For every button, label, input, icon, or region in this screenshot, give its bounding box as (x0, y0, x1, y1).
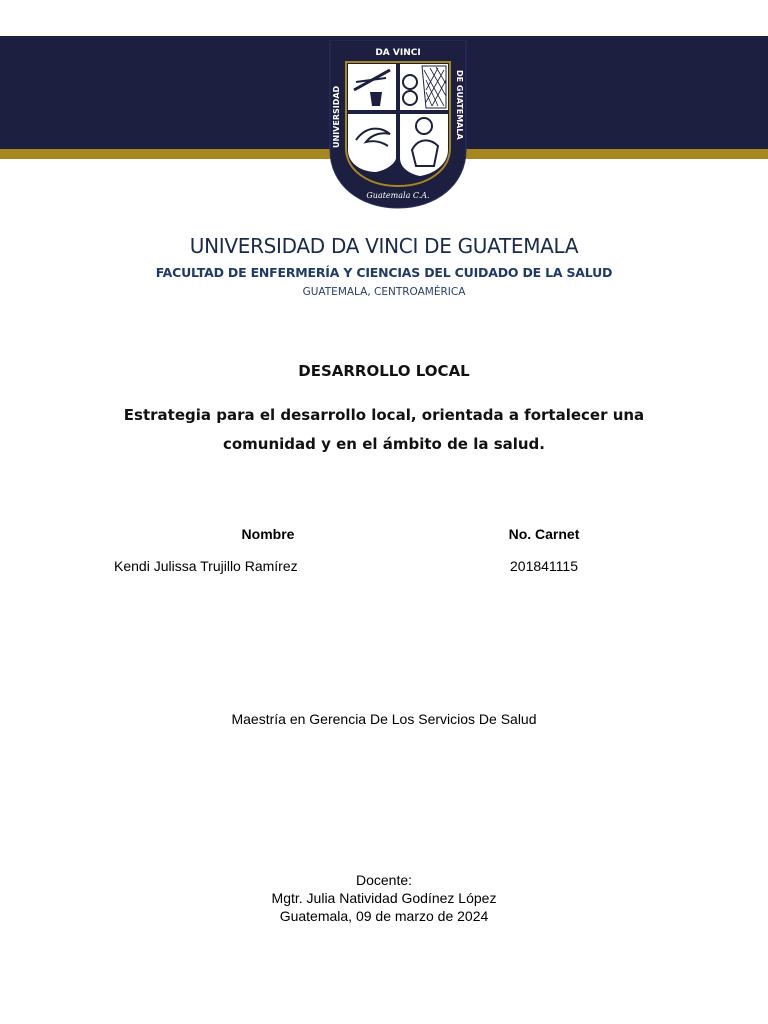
seal-right-text: DE GUATEMALA (455, 70, 464, 140)
faculty-name: FACULTAD DE ENFERMERÍA Y CIENCIAS DEL CUIDADO DE LA SALUD (155, 265, 613, 280)
stars-icon (348, 64, 396, 110)
teacher-block (0, 871, 768, 925)
column-header-name: Nombre (241, 526, 295, 542)
location-text: GUATEMALA, CENTROAMÉRICA (302, 286, 466, 298)
document-subtitle: Estrategia para el desarrollo local, orientada a fortalecer una comunidad y en el ámbito de la salud. (123, 406, 645, 453)
program-name: Maestría en Gerencia De Los Servicios De Salud (231, 711, 537, 727)
teacher-name: Mgtr. Julia Natividad Godínez López (271, 890, 497, 906)
teacher-label: Docente: (355, 872, 413, 888)
student-name: Kendi Julissa Trujillo Ramírez (114, 558, 298, 574)
net-icon (422, 66, 446, 108)
column-header-carnet: No. Carnet (508, 526, 580, 542)
condor-icon (348, 114, 396, 172)
student-carnet: 201841115 (510, 558, 578, 574)
course-title: DESARROLLO LOCAL (298, 362, 470, 380)
seal-top-text: DA VINCI (375, 48, 421, 58)
university-title: UNIVERSIDAD DA VINCI DE GUATEMALA (189, 234, 579, 258)
university-seal (326, 40, 470, 210)
seal-bottom-text: Guatemala C.A. (366, 191, 430, 200)
seal-left-text: UNIVERSIDAD (332, 85, 341, 148)
place-date: Guatemala, 09 de marzo de 2024 (279, 908, 489, 924)
